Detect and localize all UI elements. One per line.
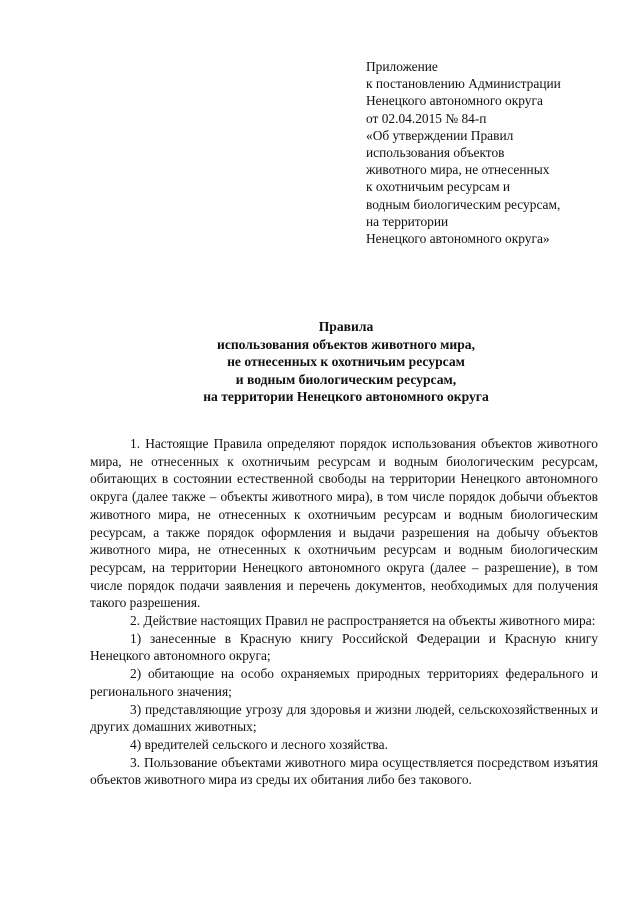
- title-line: использования объектов животного мира,: [216, 336, 475, 352]
- list-item-4: 4) вредителей сельского и лесного хозяйства.: [130, 736, 388, 752]
- document-title: [90, 318, 602, 406]
- appendix-line: Ненецкого автономного округа»: [366, 231, 550, 247]
- appendix-block: [366, 58, 616, 247]
- title-line: не отнесенных к охотничьим ресурсам: [227, 354, 465, 370]
- appendix-line: водным биологическим ресурсам,: [366, 196, 561, 212]
- list-item-3: 3) представляющие угрозу для здоровья и жизни людей, сельскохозяйственных и других домашних животных;: [90, 701, 598, 735]
- list-item-1: 1) занесенные в Красную книгу Российской Федерации и Красную книгу Ненецкого автономного округа;: [90, 630, 598, 664]
- list-item-2: 2) обитающие на особо охраняемых природных территориях федерального и регионального значения;: [90, 666, 598, 699]
- appendix-line: Приложение: [366, 59, 438, 74]
- title-line: и водным биологическим ресурсам,: [235, 371, 457, 387]
- appendix-line: «Об утверждении Правил: [366, 127, 514, 143]
- appendix-line: от 02.04.2015 № 84-п: [366, 110, 487, 126]
- appendix-line: животного мира, не отнесенных: [366, 162, 550, 178]
- title-line: Правила: [318, 319, 374, 334]
- title-line: на территории Ненецкого автономного округа: [203, 389, 489, 405]
- paragraph-2: 2. Действие настоящих Правил не распространяется на объекты животного мира:: [130, 613, 596, 629]
- paragraph-3: 3. Пользование объектами животного мира осуществляется посредством изъятия объектов животного мира из среды их обитания либо без такового.: [90, 754, 598, 788]
- paragraph-1: 1. Настоящие Правила определяют порядок использования объектов животного мира, не отнесенных к охотничьим ресурсам и водным биологическим ресурсам, обитающих в состоянии естественной свободы на территории Ненецкого автономного округа (далее также – объекты животного мира), в том числе порядок добычи объектов животного мира, не отнесенных к охотничьим ресурсам и водным биологическим ресурсам, а также порядок оформления и выдачи разрешения на добычу объектов животного мира, не отнесенных к охотничьим ресурсам и водным биологическим ресурсам, на территории Ненецкого автономного округа (далее – разрешение), в том числе порядок подачи заявления и перечень документов, необходимых для получения такого разрешения.: [90, 436, 598, 611]
- appendix-line: к охотничьим ресурсам и: [366, 179, 511, 195]
- appendix-line: к постановлению Администрации: [366, 76, 561, 92]
- appendix-line: Ненецкого автономного округа: [366, 93, 543, 109]
- appendix-line: использования объектов: [366, 145, 505, 161]
- appendix-line: на территории: [366, 213, 449, 229]
- document-body: [90, 435, 598, 789]
